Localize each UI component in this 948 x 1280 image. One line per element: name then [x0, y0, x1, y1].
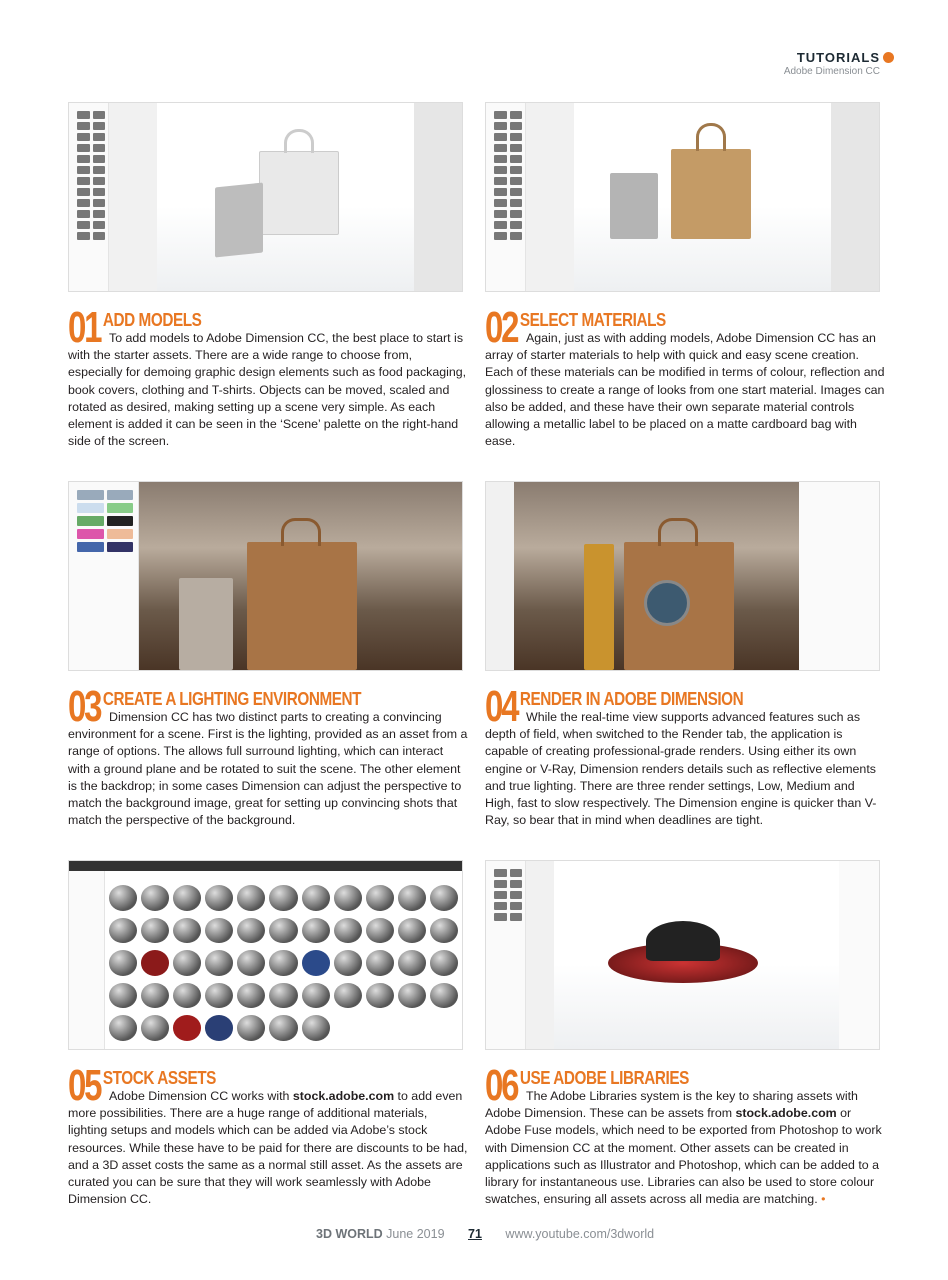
- page-footer: [316, 1227, 654, 1241]
- body-text: The Adobe Libraries system is the key to sharing assets with Adobe Dimension. These can be assets from: [485, 1089, 858, 1121]
- magazine-name: 3D WORLD: [316, 1227, 383, 1241]
- step-number: 03: [68, 682, 101, 731]
- step-06: [485, 1061, 885, 1208]
- step-title: SELECT MATERIALS: [519, 310, 666, 330]
- screenshot-libraries: [485, 860, 880, 1050]
- step-number: 04: [485, 682, 518, 731]
- step-number: 06: [485, 1061, 518, 1110]
- step-title: RENDER IN ADOBE DIMENSION: [519, 689, 744, 709]
- step-05: [68, 1061, 468, 1208]
- body-text: or Adobe Fuse models, which need to be exported from Photoshop to work with Dimension CC at the moment. Other assets can be created in applications such as Illustrator and Photoshop, which can be added to a library for instantaneous use. Libraries can also be used to store colour swatches, ensuring all assets across all media are matching.: [485, 1106, 882, 1207]
- step-01: [68, 303, 468, 450]
- step-body: To add models to Adobe Dimension CC, the best place to start is with the starter assets. There are a wide range to choose from, especially for demoing graphic design elements such as food packaging, book covers, clothing and T-shirts. Objects can be moved, scaled and rotated as desired, making setting up a scene very simple. As each element is added it can be seen in the ‘Scene’ palette on the right-hand side of the screen.: [68, 331, 467, 449]
- step-02: [485, 303, 885, 450]
- screenshot-render: [485, 481, 880, 671]
- step-body: [485, 1088, 885, 1208]
- step-03: [68, 682, 468, 829]
- screenshot-add-models: [68, 102, 463, 292]
- issue-date: June 2019: [386, 1227, 445, 1241]
- step-body: While the real-time view supports advanced features such as depth of field, when switched to the Render tab, the application is capable of creating professional-grade renders. Using either its own engine or V-Ray, Dimension renders details such as reflective elements and true lighting. There are three render settings, Low, Medium and High, fast to slow respectively. The Dimension engine is quicker than V-Ray, so bear that in mind when deadlines are tight.: [485, 710, 877, 828]
- footer-url[interactable]: www.youtube.com/3dworld: [505, 1227, 655, 1241]
- step-body: Dimension CC has two distinct parts to creating a convincing environment for a scene. First is the lighting, provided as an asset from a range of options. The allows full surround lighting, which can interact with a ground plane and be rotated to suit the scene. The other element is the backdrop; in some cases Dimension can adjust the perspective to match the background image, great for setting up convincing shots that match the perspective of the background.: [68, 710, 468, 828]
- step-number: 01: [68, 303, 101, 352]
- step-number: 05: [68, 1061, 101, 1110]
- step-title: ADD MODELS: [102, 310, 202, 330]
- body-text: to add even more possibilities. There are a huge range of additional materials, lighting setups and models which can be added via Adobe’s stock resources. While these have to be paid for there are discounts to be had, and a 3D asset costs the same as a normal still asset. As the assets are curated you can be sure that they will work seamlessly with Adobe Dimension CC.: [68, 1089, 468, 1207]
- step-number: 02: [485, 303, 518, 352]
- orange-dot-icon: [883, 52, 894, 63]
- end-mark-icon: •: [821, 1192, 826, 1207]
- stock-link[interactable]: stock.adobe.com: [292, 1089, 395, 1103]
- screenshot-select-materials: [485, 102, 880, 292]
- step-body: [68, 1088, 468, 1208]
- step-title: USE ADOBE LIBRARIES: [519, 1068, 689, 1088]
- page-number: 71: [468, 1227, 482, 1241]
- stock-link[interactable]: stock.adobe.com: [735, 1106, 837, 1121]
- step-title: STOCK ASSETS: [102, 1068, 216, 1088]
- screenshot-lighting-environment: [68, 481, 463, 671]
- section-label: TUTORIALS: [796, 50, 880, 65]
- section-header: [784, 50, 894, 77]
- step-title: CREATE A LIGHTING ENVIRONMENT: [102, 689, 362, 709]
- screenshot-stock-assets: [68, 860, 463, 1050]
- step-04: [485, 682, 885, 829]
- body-text: Adobe Dimension CC works with: [109, 1089, 293, 1103]
- step-body: Again, just as with adding models, Adobe Dimension CC has an array of starter materials to help with quick and easy scene creation. Each of these materials can be modified in terms of colour, reflection and glossiness to create a range of looks from one start material. Images can also be added, and these have their own separate material controls allowing a metallic label to be placed on a matte cardboard bag with ease.: [485, 331, 885, 449]
- section-subtitle: Adobe Dimension CC: [783, 66, 880, 77]
